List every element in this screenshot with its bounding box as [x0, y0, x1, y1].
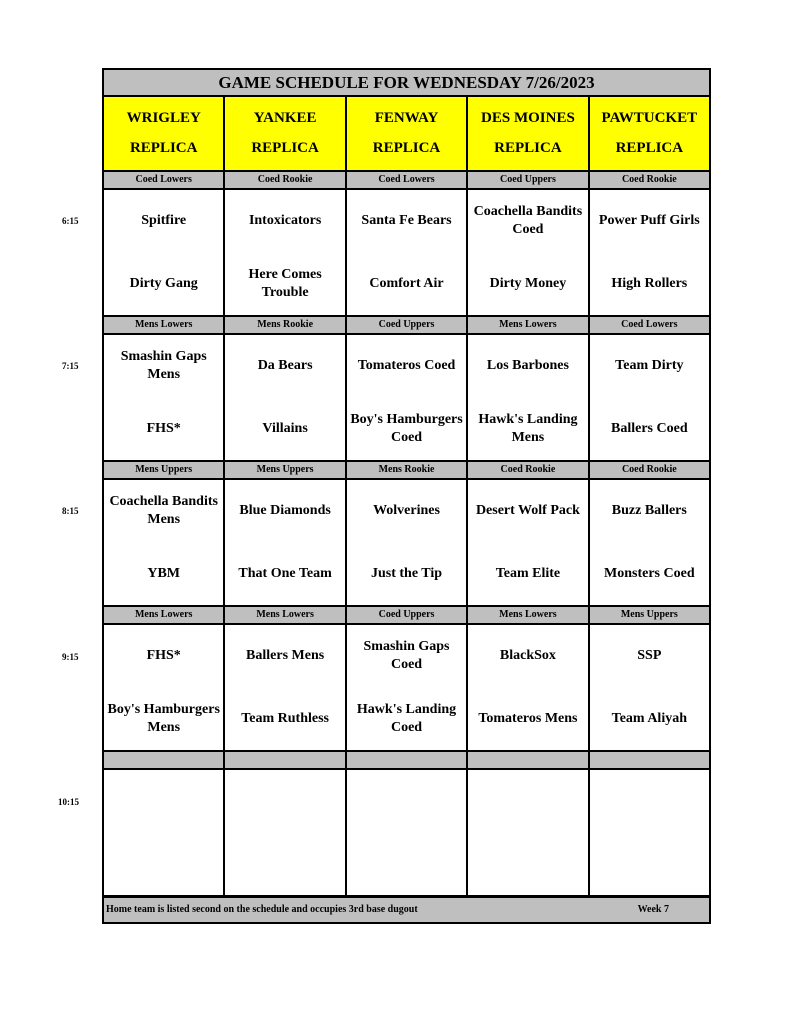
game-cell	[225, 335, 346, 460]
division-label: Coed Lowers	[621, 319, 678, 330]
time-slot-block	[104, 752, 709, 897]
home-team: Team Elite	[495, 565, 561, 581]
field-header-pawtucket	[590, 97, 709, 170]
division-row	[104, 752, 709, 770]
home-team: Dirty Money	[489, 275, 567, 291]
game-cell	[468, 335, 589, 460]
game-cell	[468, 625, 589, 750]
division-label	[104, 752, 225, 768]
game-cell	[590, 770, 709, 895]
field-type: REPLICA	[129, 140, 198, 157]
division-label: Mens Lowers	[225, 607, 346, 623]
division-label: Coed Rookie	[621, 174, 677, 185]
time-label: 6:15	[62, 216, 79, 226]
home-team: Tomateros Mens	[478, 710, 578, 726]
away-team: Desert Wolf Pack	[475, 503, 580, 519]
division-row	[104, 172, 709, 190]
away-team: Blue Diamonds	[239, 503, 331, 519]
field-header-row	[104, 97, 709, 172]
home-team: Here Comes Trouble	[248, 266, 322, 300]
schedule-sheet	[102, 68, 711, 924]
schedule-footer	[104, 896, 709, 922]
home-team: High Rollers	[611, 275, 688, 291]
field-type: REPLICA	[372, 140, 441, 157]
game-cell	[468, 770, 589, 895]
home-team: Boy's Hamburgers Mens	[107, 701, 220, 735]
away-team: BlackSox	[499, 648, 556, 664]
time-label: 10:15	[58, 797, 79, 807]
game-cell	[225, 480, 346, 605]
division-label: Coed Uppers	[347, 317, 468, 333]
home-team: Hawk's Landing Coed	[356, 701, 457, 735]
division-label: Coed Rookie	[621, 464, 677, 475]
field-name: DES MOINES	[481, 109, 575, 126]
division-label: Mens Uppers	[104, 462, 225, 478]
time-slot-block	[104, 172, 709, 317]
division-label: Coed Lowers	[347, 172, 468, 188]
division-label: Mens Lowers	[468, 607, 589, 623]
field-header-yankee	[225, 97, 346, 170]
division-label	[225, 752, 346, 768]
game-cell	[347, 335, 468, 460]
field-header-fenway	[347, 97, 468, 170]
division-label: Mens Lowers	[104, 607, 225, 623]
away-team: Wolverines	[373, 503, 440, 519]
game-cell	[590, 480, 709, 605]
time-slot-block	[104, 317, 709, 462]
division-label: Mens Rookie	[225, 317, 346, 333]
field-header-des-moines	[468, 97, 589, 170]
game-cell	[104, 770, 225, 895]
home-team	[225, 833, 344, 896]
home-team	[468, 833, 587, 896]
home-team: Team Ruthless	[241, 710, 329, 726]
home-team: Comfort Air	[369, 275, 444, 291]
away-team	[104, 770, 223, 833]
home-team: Dirty Gang	[129, 275, 198, 291]
division-label: Coed Rookie	[468, 462, 589, 478]
away-team: Santa Fe Bears	[361, 213, 452, 229]
home-team: Villains	[262, 420, 308, 436]
field-type: REPLICA	[615, 140, 684, 157]
away-team: Coachella Bandits Coed	[473, 204, 583, 238]
game-cell	[104, 335, 225, 460]
game-row	[104, 190, 709, 317]
game-cell	[347, 190, 468, 315]
division-label: Mens Rookie	[347, 462, 468, 478]
away-team	[590, 770, 709, 833]
game-cell	[225, 625, 346, 750]
game-cell	[590, 335, 709, 460]
division-label: Mens Uppers	[620, 609, 678, 620]
field-type: REPLICA	[494, 140, 562, 157]
field-type: REPLICA	[251, 140, 319, 157]
game-row	[104, 770, 709, 897]
away-team: Coachella Bandits Mens	[109, 494, 218, 528]
away-team: SSP	[637, 648, 662, 664]
away-team: Buzz Ballers	[611, 503, 687, 519]
division-label: Coed Rookie	[225, 172, 346, 188]
game-cell	[104, 480, 225, 605]
home-team	[104, 833, 223, 896]
field-name: FENWAY	[374, 109, 439, 126]
away-team	[468, 770, 587, 833]
division-label: Coed Uppers	[468, 172, 589, 188]
game-row	[104, 335, 709, 462]
time-label: 7:15	[62, 361, 79, 371]
home-team	[590, 833, 709, 896]
division-label: Coed Lowers	[104, 172, 225, 188]
game-cell	[104, 190, 225, 315]
away-team	[347, 770, 466, 833]
division-label	[468, 752, 589, 768]
division-row	[104, 607, 709, 625]
game-cell	[468, 480, 589, 605]
away-team: Smashin Gaps Coed	[363, 639, 450, 673]
division-row	[104, 462, 709, 480]
division-label: Mens Uppers	[225, 462, 346, 478]
game-cell	[347, 770, 468, 895]
field-name: PAWTUCKET	[601, 109, 698, 126]
field-name: YANKEE	[253, 109, 317, 126]
away-team: Smashin Gaps Mens	[120, 349, 207, 383]
game-cell	[347, 625, 468, 750]
field-header-wrigley	[104, 97, 225, 170]
home-team: Boy's Hamburgers Coed	[350, 411, 463, 445]
home-team: Hawk's Landing Mens	[478, 411, 578, 445]
week-label: Week 7	[637, 904, 669, 915]
division-row	[104, 317, 709, 335]
division-label	[590, 752, 709, 768]
away-team: FHS*	[146, 648, 181, 664]
game-cell	[590, 625, 709, 750]
away-team	[225, 770, 344, 833]
division-label: Coed Uppers	[347, 607, 468, 623]
home-team-note: Home team is listed second on the schedule and occupies 3rd base dugout	[106, 904, 418, 915]
home-team: Team Aliyah	[611, 710, 687, 726]
away-team: Team Dirty	[615, 358, 684, 374]
home-team: YBM	[147, 565, 181, 581]
game-cell	[347, 480, 468, 605]
away-team: Da Bears	[257, 358, 313, 374]
division-label: Mens Lowers	[104, 317, 225, 333]
game-row	[104, 480, 709, 607]
away-team: Los Barbones	[486, 358, 569, 374]
game-cell	[468, 190, 589, 315]
away-team: Power Puff Girls	[598, 213, 700, 229]
away-team: Tomateros Coed	[357, 358, 456, 374]
away-team: Ballers Mens	[246, 648, 325, 664]
home-team: Ballers Coed	[611, 420, 688, 436]
schedule-title: GAME SCHEDULE FOR WEDNESDAY 7/26/2023	[104, 70, 709, 97]
game-cell	[104, 625, 225, 750]
field-name: WRIGLEY	[126, 109, 201, 126]
home-team: That One Team	[238, 565, 332, 581]
away-team: Spitfire	[141, 213, 187, 229]
away-team: Intoxicators	[248, 213, 322, 229]
time-label: 8:15	[62, 506, 79, 516]
home-team: Monsters Coed	[604, 565, 695, 581]
time-slot-block	[104, 462, 709, 607]
game-cell	[225, 770, 346, 895]
game-cell	[225, 190, 346, 315]
division-label	[347, 752, 468, 768]
time-slot-block	[104, 607, 709, 752]
time-label: 9:15	[62, 652, 79, 662]
home-team: Just the Tip	[370, 565, 443, 581]
home-team	[347, 833, 466, 896]
home-team: FHS*	[146, 420, 181, 436]
game-row	[104, 625, 709, 752]
game-cell	[590, 190, 709, 315]
division-label: Mens Lowers	[468, 317, 589, 333]
